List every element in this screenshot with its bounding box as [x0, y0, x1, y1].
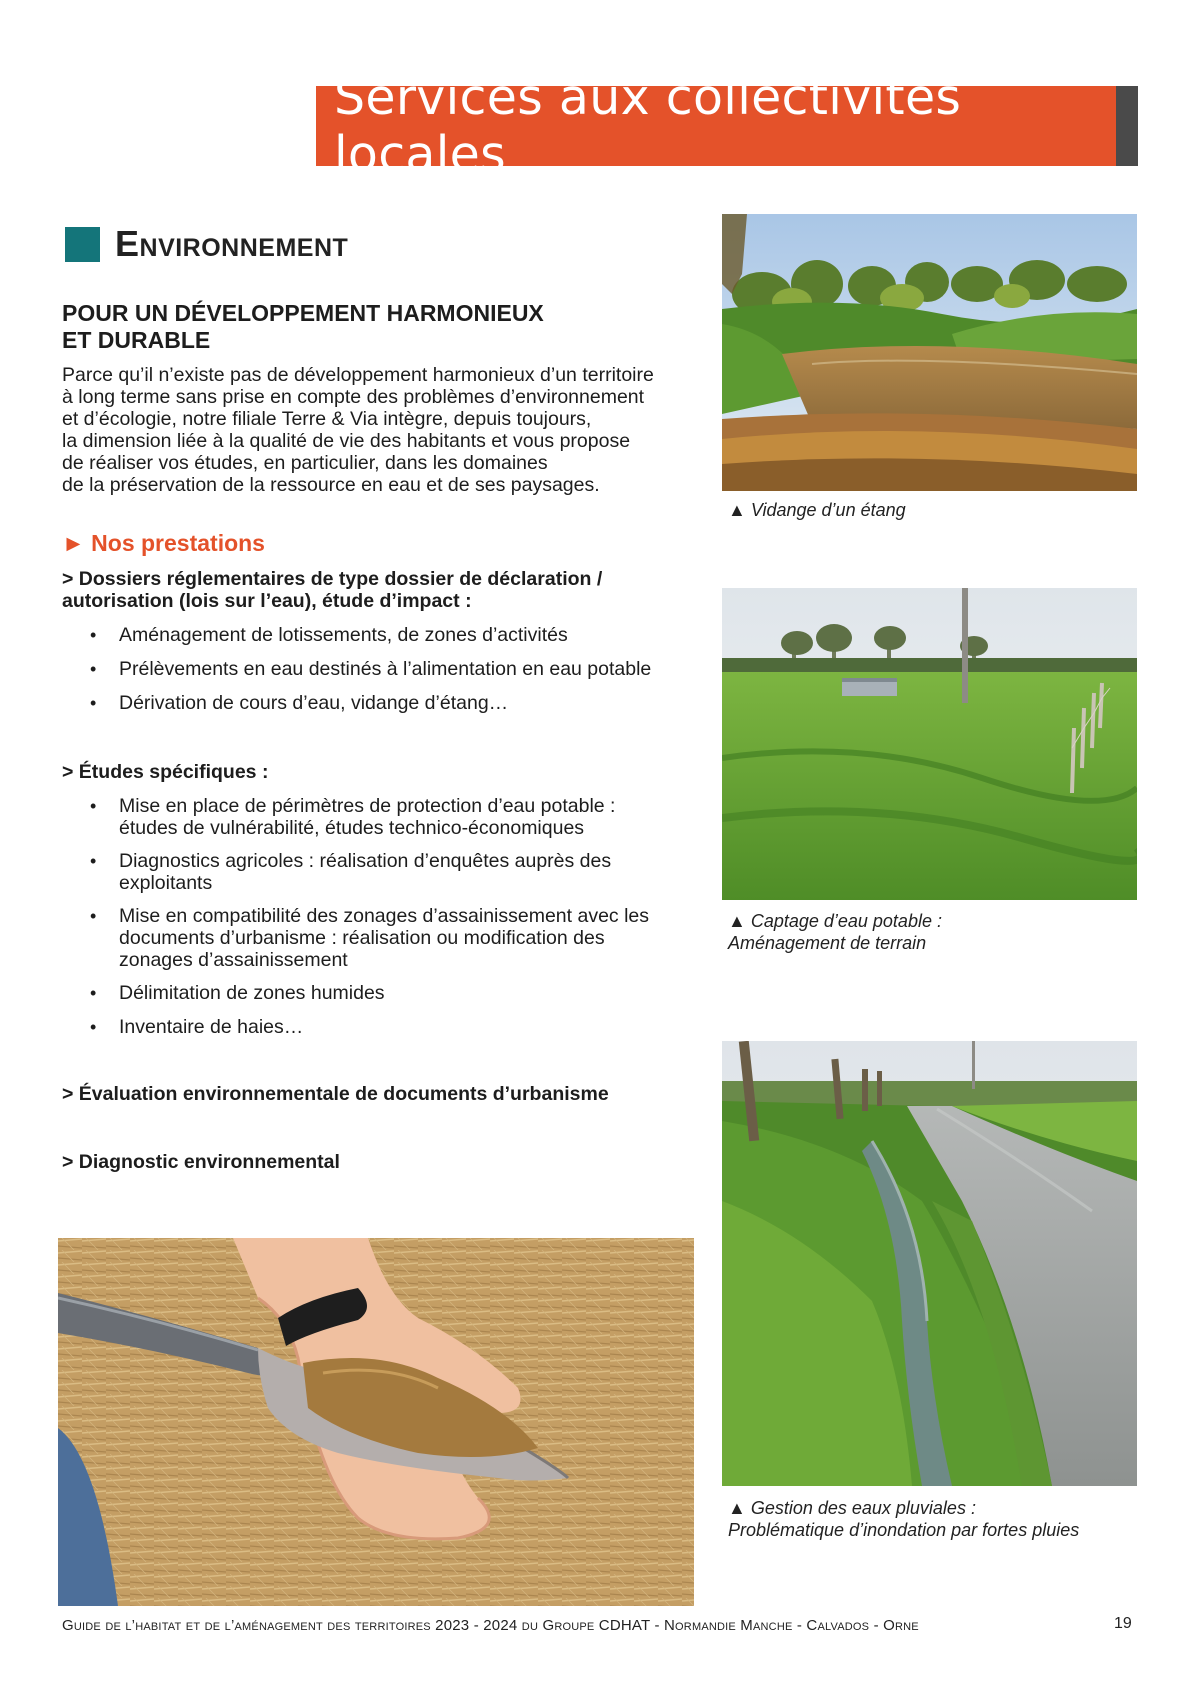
list-item: • Mise en place de périmètres de protection d’eau potable : études de vulnérabilité, études technico-économiques	[62, 795, 662, 839]
intro-line: et d’écologie, notre filiale Terre & Via intègre, depuis toujours,	[62, 408, 592, 430]
footer-text: Guide de l’habitat et de l’aménagement des territoires 2023 - 2024 du Groupe CDHAT - Normandie Manche - Calvados - Orne	[62, 1617, 919, 1634]
intro-line: la dimension liée à la qualité de vie des habitants et vous propose	[62, 430, 631, 452]
list-item: • Dérivation de cours d’eau, vidange d’étang…	[62, 692, 702, 714]
section-subtitle	[62, 300, 662, 354]
list-dossiers	[62, 624, 702, 726]
section-marker-square	[65, 227, 100, 262]
list-item: • Aménagement de lotissements, de zones d’activités	[62, 624, 702, 646]
list-item: • Mise en compatibilité des zonages d’assainissement avec les documents d’urbanisme : réalisation ou modification des zonages d’assainissement	[62, 905, 662, 971]
photo-pluvial	[722, 1041, 1137, 1486]
captage-image	[722, 588, 1137, 900]
caption-captage	[728, 910, 942, 954]
group-heading-dossiers: > Dossiers réglementaires de type dossier de déclaration / autorisation (lois sur l’eau), étude d’impact :	[62, 568, 603, 612]
caption-line: ▲ Gestion des eaux pluviales :	[728, 1498, 976, 1518]
caption-pond: ▲ Vidange d’un étang	[728, 500, 906, 520]
caption-line: Problématique d’inondation par fortes pluies	[728, 1520, 1080, 1540]
photo-pond	[722, 214, 1137, 491]
section-banner	[316, 69, 1116, 183]
photo-captage	[722, 588, 1137, 900]
list-item: • Délimitation de zones humides	[62, 982, 662, 1004]
pluvial-image	[722, 1041, 1137, 1486]
photo-soil-sample	[58, 1238, 694, 1606]
pond-image	[722, 214, 1137, 491]
group-heading-etudes: > Études spécifiques :	[62, 761, 269, 783]
subtitle-line: POUR UN DÉVELOPPEMENT HARMONIEUX	[62, 300, 544, 326]
section-title: Environnement	[115, 223, 349, 264]
page-number: 19	[1114, 1615, 1132, 1632]
subtitle-line: ET DURABLE	[62, 327, 211, 353]
list-item: • Prélèvements en eau destinés à l’alimentation en eau potable	[62, 658, 702, 680]
intro-line: de la préservation de la ressource en eau et de ses paysages.	[62, 474, 600, 496]
group-heading-diagnostic: > Diagnostic environnemental	[62, 1151, 340, 1173]
intro-line: de réaliser vos études, en particulier, dans les domaines	[62, 452, 548, 474]
list-item: • Diagnostics agricoles : réalisation d’enquêtes auprès des exploitants	[62, 850, 662, 894]
caption-line: Aménagement de terrain	[728, 933, 927, 953]
list-etudes	[62, 795, 662, 1050]
intro-line: Parce qu’il n’existe pas de développement harmonieux d’un territoire	[62, 364, 654, 386]
intro-paragraph	[62, 364, 692, 496]
banner-edge	[1116, 86, 1138, 166]
caption-pluvial	[728, 1497, 1079, 1541]
soil-sample-image	[58, 1238, 694, 1606]
intro-line: à long terme sans prise en compte des problèmes d’environnement	[62, 386, 645, 408]
banner-title: Services aux collectivités locales	[334, 69, 962, 183]
list-item: • Inventaire de haies…	[62, 1016, 662, 1038]
caption-line: ▲ Captage d’eau potable :	[728, 911, 942, 931]
group-heading-evaluation: > Évaluation environnementale de documents d’urbanisme	[62, 1083, 609, 1105]
prestations-title: ► Nos prestations	[62, 530, 265, 556]
